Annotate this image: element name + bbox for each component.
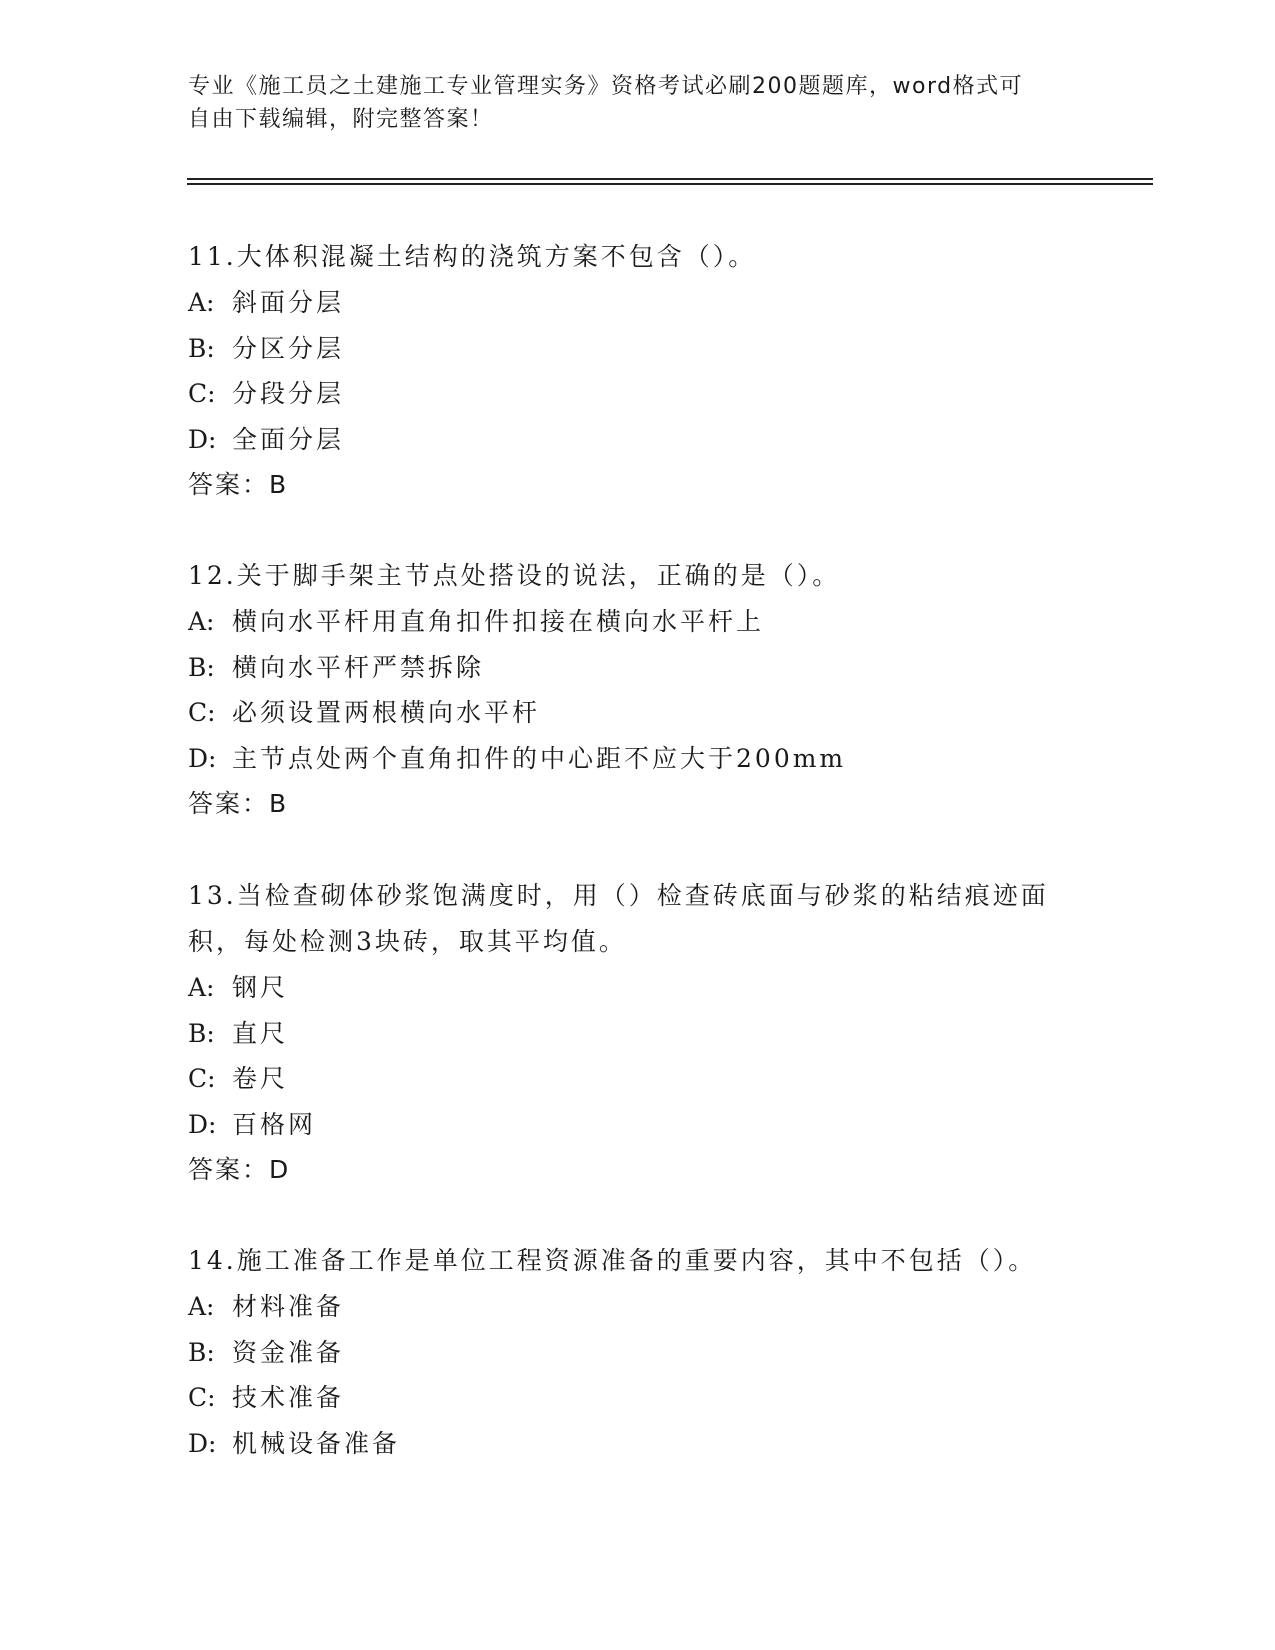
option-d: [188, 736, 1088, 782]
answer-line: 答案：B: [188, 470, 289, 499]
option-text: 必须设置两根横向水平杆: [232, 698, 541, 727]
option-b: [188, 1011, 1088, 1057]
option-letter: A:: [188, 1292, 215, 1321]
option-letter: B:: [188, 1337, 215, 1367]
option-a: [188, 965, 1088, 1011]
option-text: 材料准备: [232, 1292, 345, 1321]
option-a: [188, 1284, 1088, 1330]
option-text: 直尺: [232, 1018, 289, 1048]
question-stem-line-1: 13.当检查砌体砂浆饱满度时，用（）检查砖底面与砂浆的粘结痕迹面: [188, 881, 1049, 910]
option-letter: A:: [188, 973, 215, 1002]
option-b: [188, 1330, 1088, 1376]
option-text: 分段分层: [232, 379, 345, 408]
question-stem-line-2: 积，每处检测3块砖，取其平均值。: [188, 927, 627, 956]
header-line-2: 自由下载编辑，附完整答案！: [188, 107, 494, 132]
option-letter: A:: [188, 607, 215, 636]
option-letter: D:: [188, 424, 217, 454]
option-letter: C:: [188, 379, 216, 408]
option-text: 资金准备: [232, 1337, 345, 1367]
question-11: [188, 234, 1088, 508]
option-letter: B:: [188, 333, 215, 363]
option-d: [188, 417, 1088, 463]
option-letter: D:: [188, 1428, 217, 1458]
option-c: [188, 371, 1088, 417]
option-letter: D:: [188, 1109, 217, 1139]
option-letter: B:: [188, 1018, 215, 1048]
option-d: [188, 1421, 1088, 1467]
answer-line: 答案：D: [188, 1155, 291, 1184]
option-text: 分区分层: [232, 333, 345, 363]
header-divider-top: [187, 178, 1153, 180]
option-a: [188, 599, 1088, 645]
header-line-1: 专业《施工员之土建施工专业管理实务》资格考试必刷200题题库，word格式可: [188, 74, 1024, 99]
option-c: [188, 1056, 1088, 1102]
option-b: [188, 645, 1088, 691]
option-b: [188, 326, 1088, 372]
option-d: [188, 1102, 1088, 1148]
question-13: [188, 873, 1088, 1193]
option-letter: D:: [188, 743, 217, 773]
option-text: 钢尺: [232, 973, 289, 1002]
question-stem: 11.大体积混凝土结构的浇筑方案不包含（）。: [188, 242, 757, 271]
option-letter: A:: [188, 288, 215, 317]
option-text: 横向水平杆严禁拆除: [232, 652, 485, 682]
option-c: [188, 690, 1088, 736]
header-divider-bottom: [187, 183, 1153, 185]
question-14: [188, 1238, 1088, 1466]
option-a: [188, 280, 1088, 326]
option-letter: C:: [188, 1064, 216, 1093]
option-text: 卷尺: [232, 1064, 289, 1093]
option-c: [188, 1375, 1088, 1421]
question-stem: 12.关于脚手架主节点处搭设的说法，正确的是（）。: [188, 561, 841, 590]
option-letter: B:: [188, 652, 215, 682]
answer-line: 答案：B: [188, 789, 289, 818]
question-stem: 14.施工准备工作是单位工程资源准备的重要内容，其中不包括（）。: [188, 1246, 1037, 1275]
option-text: 机械设备准备: [232, 1428, 401, 1458]
question-12: [188, 553, 1088, 827]
option-text: 百格网: [232, 1109, 317, 1139]
option-text: 全面分层: [232, 424, 345, 454]
option-text: 主节点处两个直角扣件的中心距不应大于200mm: [232, 743, 847, 773]
document-header: [188, 70, 1078, 136]
option-letter: C:: [188, 698, 216, 727]
option-text: 横向水平杆用直角扣件扣接在横向水平杆上: [232, 607, 765, 636]
option-text: 技术准备: [232, 1383, 345, 1412]
option-letter: C:: [188, 1383, 216, 1412]
option-text: 斜面分层: [232, 288, 345, 317]
